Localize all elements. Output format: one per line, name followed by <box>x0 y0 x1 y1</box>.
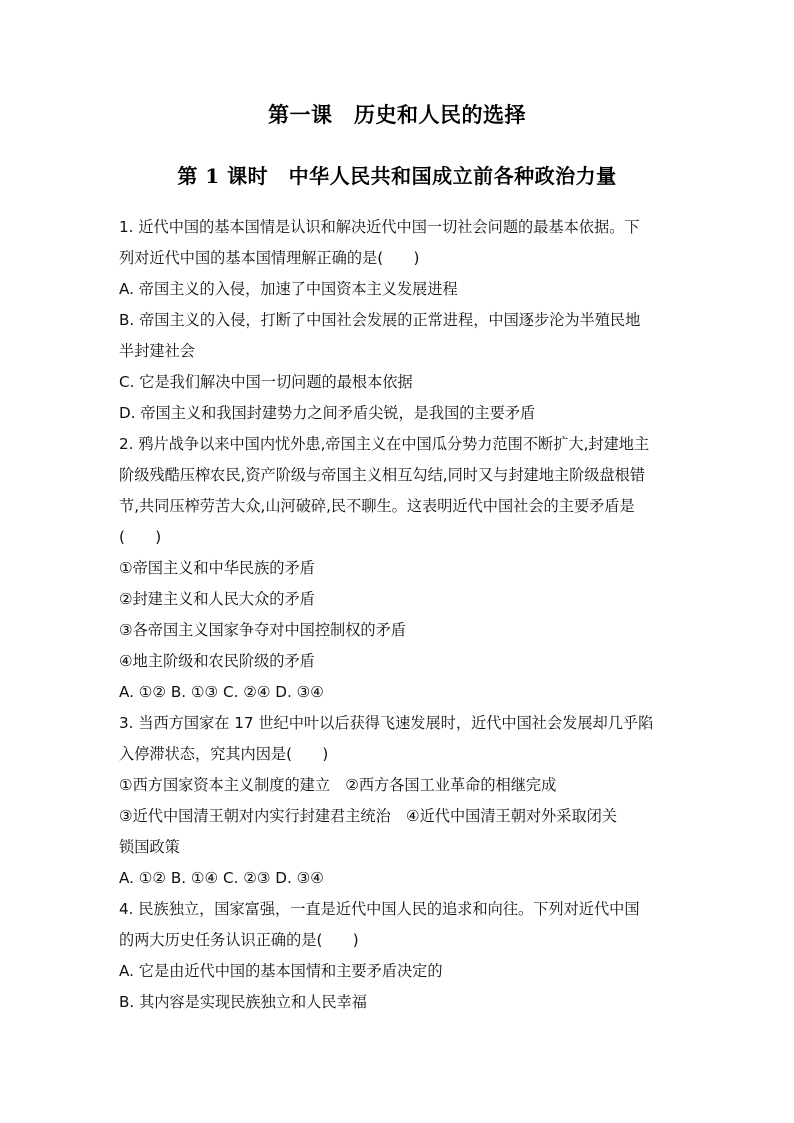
text-line: 入停滞状态，究其内因是( ) <box>119 745 329 763</box>
lesson-subtitle: 第 1 课时 中华人民共和国成立前各种政治力量 <box>177 164 617 188</box>
text-line: 锁国政策 <box>119 838 180 856</box>
text-line: 1. 近代中国的基本国情是认识和解决近代中国一切社会问题的最基本依据。下 <box>119 218 640 236</box>
text-line: C. 它是我们解决中国一切问题的最根本依据 <box>119 373 413 391</box>
text-line: 的两大历史任务认识正确的是( ) <box>119 931 359 949</box>
text-line: A. ①② B. ①④ C. ②③ D. ③④ <box>119 869 324 887</box>
question-content <box>119 212 677 1018</box>
text-line: ①帝国主义和中华民族的矛盾 <box>119 559 315 577</box>
text-line: ( ) <box>119 528 162 546</box>
text-line: B. 帝国主义的入侵，打断了中国社会发展的正常进程，中国逐步沦为半殖民地 <box>119 311 641 329</box>
text-line: ①西方国家资本主义制度的建立 ②西方各国工业革命的相继完成 <box>119 776 557 794</box>
text-line: D. 帝国主义和我国封建势力之间矛盾尖锐，是我国的主要矛盾 <box>119 404 536 422</box>
text-line: ④地主阶级和农民阶级的矛盾 <box>119 652 315 670</box>
text-line: 4. 民族独立，国家富强，一直是近代中国人民的追求和向往。下列对近代中国 <box>119 900 640 918</box>
text-line: 列对近代中国的基本国情理解正确的是( ) <box>119 249 420 267</box>
text-line: ②封建主义和人民大众的矛盾 <box>119 590 315 608</box>
text-line: A. 帝国主义的入侵，加速了中国资本主义发展进程 <box>119 280 458 298</box>
text-line: A. ①② B. ①③ C. ②④ D. ③④ <box>119 683 324 701</box>
text-line: 半封建社会 <box>119 342 195 360</box>
lesson-title: 第一课 历史和人民的选择 <box>268 102 526 127</box>
text-line: A. 它是由近代中国的基本国情和主要矛盾决定的 <box>119 962 443 980</box>
text-line: 3. 当西方国家在 17 世纪中叶以后获得飞速发展时，近代中国社会发展却几乎陷 <box>119 714 654 732</box>
text-line: 节,共同压榨劳苦大众,山河破碎,民不聊生。这表明近代中国社会的主要矛盾是 <box>119 497 635 515</box>
text-line: B. 其内容是实现民族独立和人民幸福 <box>119 993 367 1011</box>
text-line: 阶级残酷压榨农民,资产阶级与帝国主义相互勾结,同时又与封建地主阶级盘根错 <box>119 466 646 484</box>
text-line: ③近代中国清王朝对内实行封建君主统治 ④近代中国清王朝对外采取闭关 <box>119 807 618 825</box>
text-line: 2. 鸦片战争以来中国内忧外患,帝国主义在中国瓜分势力范围不断扩大,封建地主 <box>119 435 650 453</box>
text-line: ③各帝国主义国家争夺对中国控制权的矛盾 <box>119 621 406 639</box>
